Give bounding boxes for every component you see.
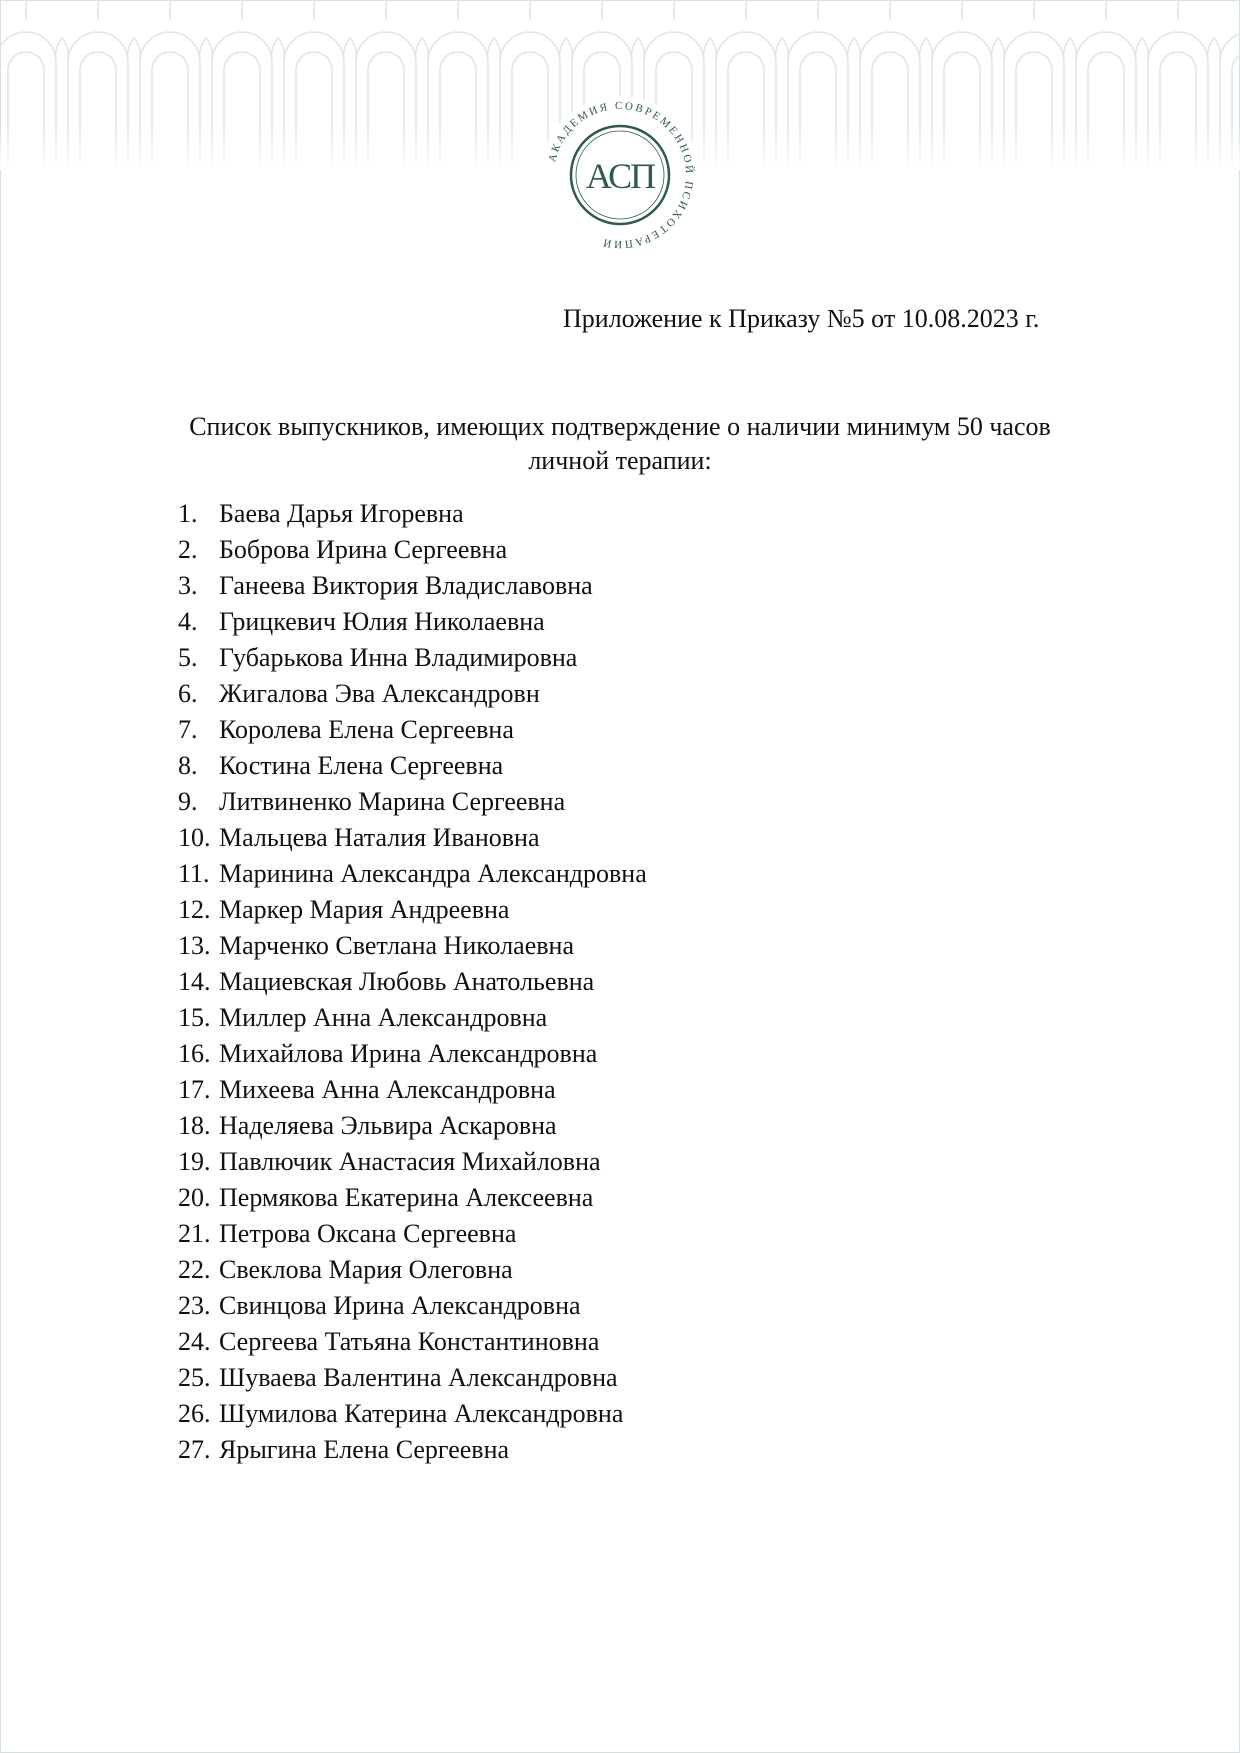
list-item-number: 2.: [178, 535, 198, 564]
list-item-name: Жигалова Эва Александровн: [219, 679, 540, 708]
list-item-number: 24.: [178, 1327, 211, 1356]
list-item-number: 15.: [178, 1003, 211, 1032]
list-item: [178, 1072, 647, 1108]
list-item-name: Павлючик Анастасия Михайловна: [219, 1147, 601, 1176]
list-item-name: Михеева Анна Александровна: [219, 1075, 556, 1104]
list-item-name: Пермякова Екатерина Алексеевна: [219, 1183, 594, 1212]
list-item-name: Губарькова Инна Владимировна: [219, 643, 578, 672]
list-item-number: 8.: [178, 751, 198, 780]
list-item-number: 18.: [178, 1111, 211, 1140]
list-item-name: Шумилова Катерина Александровна: [219, 1399, 624, 1428]
list-item-number: 7.: [178, 715, 198, 744]
list-item-name: Ганеева Виктория Владиславовна: [219, 571, 593, 600]
list-item-name: Маринина Александра Александровна: [219, 859, 647, 888]
list-item-number: 16.: [178, 1039, 211, 1068]
list-item-number: 6.: [178, 679, 198, 708]
list-item-name: Свинцова Ирина Александровна: [219, 1291, 581, 1320]
list-item-number: 4.: [178, 607, 198, 636]
list-item-name: Ярыгина Елена Сергеевна: [219, 1435, 510, 1464]
list-title: Список выпускников, имеющих подтверждение о наличии минимум 50 часов личной терапии:: [189, 412, 1051, 475]
list-item: [178, 1432, 647, 1468]
list-item: [178, 1288, 647, 1324]
list-item: [178, 1324, 647, 1360]
list-item: [178, 964, 647, 1000]
list-item-number: 11.: [178, 859, 210, 888]
list-item: [178, 892, 647, 928]
list-item: [178, 1144, 647, 1180]
list-item-name: Баева Дарья Игоревна: [219, 499, 464, 528]
logo-monogram: АСП: [585, 156, 655, 196]
list-item-number: 27.: [178, 1435, 211, 1464]
list-item-name: Наделяева Эльвира Аскаровна: [219, 1111, 557, 1140]
list-item-number: 23.: [178, 1291, 211, 1320]
list-item-name: Мациевская Любовь Анатольевна: [219, 967, 595, 996]
list-item: [178, 604, 647, 640]
academy-logo: [541, 96, 699, 254]
list-item-name: Миллер Анна Александровна: [219, 1003, 548, 1032]
list-item: [178, 568, 647, 604]
list-item: [178, 1000, 647, 1036]
list-item-number: 10.: [178, 823, 211, 852]
annex-line: Приложение к Приказу №5 от 10.08.2023 г.: [563, 304, 1040, 333]
list-item: [178, 1252, 647, 1288]
list-item: [178, 496, 647, 532]
list-item-number: 26.: [178, 1399, 211, 1428]
list-item-number: 9.: [178, 787, 198, 816]
list-item-name: Королева Елена Сергеевна: [219, 715, 514, 744]
list-item-name: Костина Елена Сергеевна: [219, 751, 504, 780]
list-item-number: 21.: [178, 1219, 211, 1248]
list-item-number: 14.: [178, 967, 211, 996]
list-item-name: Свеклова Мария Олеговна: [219, 1255, 513, 1284]
list-item-name: Грицкевич Юлия Николаевна: [219, 607, 545, 636]
list-item-number: 17.: [178, 1075, 211, 1104]
list-item-number: 19.: [178, 1147, 211, 1176]
list-item-name: Марченко Светлана Николаевна: [219, 931, 574, 960]
list-item: [178, 1036, 647, 1072]
list-item: [178, 1396, 647, 1432]
list-item: [178, 928, 647, 964]
list-item: [178, 676, 647, 712]
list-item-number: 22.: [178, 1255, 211, 1284]
list-item: [178, 640, 647, 676]
list-item: [178, 820, 647, 856]
list-item-name: Михайлова Ирина Александровна: [219, 1039, 598, 1068]
list-item-number: 3.: [178, 571, 198, 600]
graduates-list: [178, 496, 647, 1468]
list-item: [178, 856, 647, 892]
list-item-number: 5.: [178, 643, 198, 672]
list-item-name: Петрова Оксана Сергеевна: [219, 1219, 517, 1248]
list-item-name: Маркер Мария Андреевна: [219, 895, 510, 924]
list-item-name: Литвиненко Марина Сергеевна: [219, 787, 566, 816]
list-item: [178, 712, 647, 748]
list-item-name: Боброва Ирина Сергеевна: [219, 535, 508, 564]
list-item: [178, 1180, 647, 1216]
list-item-name: Шуваева Валентина Александровна: [219, 1363, 618, 1392]
list-item-name: Мальцева Наталия Ивановна: [219, 823, 540, 852]
logo-ring-text: АКАДЕМИЯ СОВРЕМЕННОЙ ПСИХОТЕРАПИИ: [546, 99, 696, 251]
list-item: [178, 748, 647, 784]
list-item: [178, 532, 647, 568]
list-item: [178, 784, 647, 820]
list-item-number: 1.: [178, 499, 198, 528]
list-item-number: 12.: [178, 895, 211, 924]
list-item-number: 13.: [178, 931, 211, 960]
list-item-name: Сергеева Татьяна Константиновна: [219, 1327, 600, 1356]
list-item-number: 20.: [178, 1183, 211, 1212]
list-item: [178, 1108, 647, 1144]
list-item: [178, 1360, 647, 1396]
list-item-number: 25.: [178, 1363, 211, 1392]
list-item: [178, 1216, 647, 1252]
